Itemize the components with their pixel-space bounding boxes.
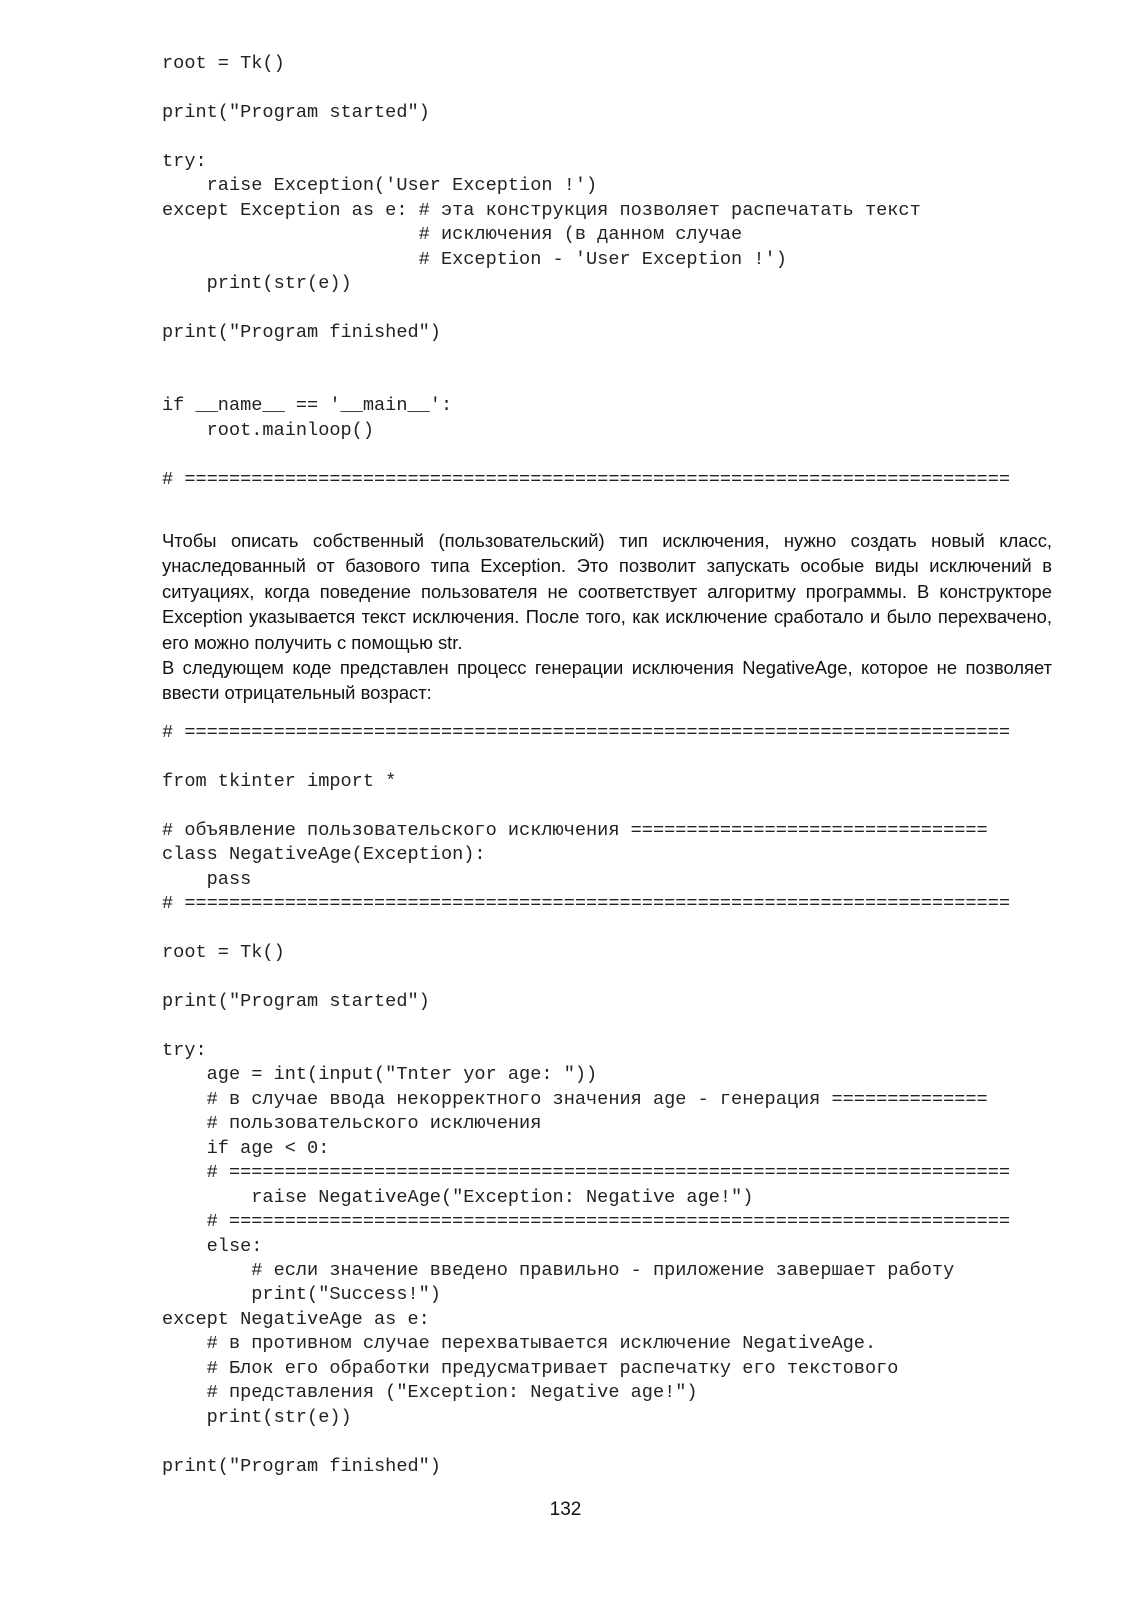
code-block-negative-age: # ========================================================================== from tkinter import * # объявление пользовательского исключения ================================ class NegativeAge(Exception): pass # ========================================================================== root = Tk() print("Program started") try: age = int(input("Tnter yor age: ")) # в случае ввода некорректного значения age - генерация ============== # пользовательского исключения if age < 0: # ====================================================================== raise NegativeAge("Exception: Negative age!") # ====================================================================== else: # если значение введено правильно - приложение завершает работу print("Success!") except NegativeAge as e: # в противном случае перехватывается исключение NegativeAge. # Блок его обработки предусматривает распечатку его текстового # представления ("Exception: Negative age!") print(str(e)) print("Program finished") [162,722,1011,1477]
paragraph-custom-exception: Чтобы описать собственный (пользовательский) тип исключения, нужно создать новый класс, унаследованный от базового типа Exception. Это позволит запускать особые виды исключений в ситуациях, когда поведение пользователя не соответствует алгоритму программы. В конструкторе Exception указывается текст исключения. После того, как исключение сработало и было перехвачено, его можно получить с помощью str. [162,530,1052,653]
page-number: 132 [549,1499,582,1520]
code-block-exception-example: root = Tk() print("Program started") try: raise Exception('User Exception !') except Exception as e: # эта конструкция позволяет распечатать текст # исключения (в данном случае # Exception - 'User Exception !') print(str(e)) print("Program finished") if __name__ == '__main__': root.mainloop() # ========================================================================== [162,53,1011,490]
explanation-text [162,528,1052,706]
paragraph-negative-age-intro: В следующем коде представлен процесс генерации исключения NegativeAge, которое не позволяет ввести отрицательный возраст: [162,657,1052,704]
